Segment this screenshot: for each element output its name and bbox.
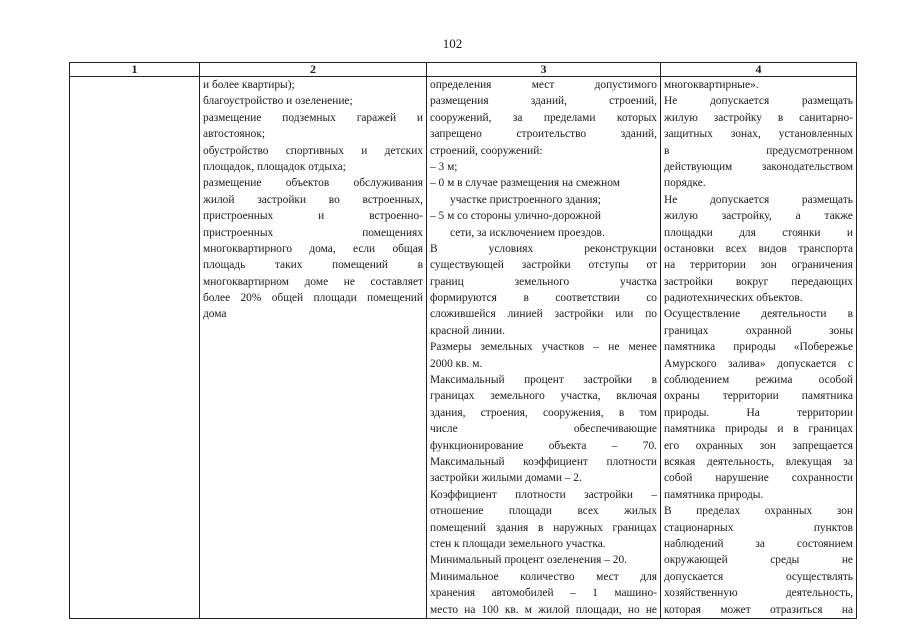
text-line: В условиях реконструкции xyxy=(430,242,657,255)
text-line: Размеры земельных участков – не менее xyxy=(430,341,657,354)
text-line: размещение подземных гаражей и xyxy=(203,111,423,124)
regulations-table xyxy=(69,62,857,619)
text-line: радиотехнических объектов. xyxy=(664,292,803,305)
text-line: Максимальный процент застройки в xyxy=(430,374,657,387)
cell-col-4 xyxy=(661,77,857,619)
text-line: хранения автомобилей – 1 машино- xyxy=(430,587,657,600)
text-line: жилой застройки во встроенных, xyxy=(203,193,423,206)
text-line: – 0 м в случае размещения на смежном xyxy=(430,177,620,190)
text-line: формируются в соответствии со xyxy=(430,292,657,305)
text-line: остановки всех видов транспорта xyxy=(664,242,853,255)
cell-col-2-text xyxy=(200,77,426,323)
text-line: помещений здания в наружных границах xyxy=(430,521,657,534)
text-line: – 5 м со стороны улично-дорожной xyxy=(430,210,601,223)
text-line: и более квартиры); xyxy=(203,79,295,91)
text-line: границах охранной зоны xyxy=(664,324,853,337)
text-line: хозяйственную деятельность, xyxy=(664,587,853,600)
cell-col-2 xyxy=(200,77,427,619)
text-line: определения мест допустимого xyxy=(430,79,657,91)
text-line: памятника природы «Побережье xyxy=(664,341,853,354)
text-line: границ земельного участка xyxy=(430,275,657,288)
text-line: числе обеспечивающие xyxy=(430,423,657,436)
text-line: многоквартирном доме не составляет xyxy=(203,275,423,288)
text-line: Амурского залива» допускается с xyxy=(664,357,853,370)
text-line: участке пристроенного здания; xyxy=(450,193,601,206)
text-line: границах земельного участка, включая xyxy=(430,390,657,403)
text-line: пристроенных помещениях xyxy=(203,226,423,239)
text-line: сложившейся линией застройки или по xyxy=(430,308,657,321)
text-line: многоквартирного дома, если общая xyxy=(203,242,423,255)
text-line: памятника природы. xyxy=(664,488,764,501)
text-line: наблюдений за состоянием xyxy=(664,537,853,550)
text-line: благоустройство и озеленение; xyxy=(203,95,353,108)
text-line: запрещено строительство зданий, xyxy=(430,128,657,141)
column-header-1: 1 xyxy=(70,63,200,77)
text-line: обустройство спортивных и детских xyxy=(203,144,423,157)
text-line: порядке. xyxy=(664,177,706,190)
text-line: охраны территории памятника xyxy=(664,390,853,403)
text-line: В пределах охранных зон xyxy=(664,505,853,518)
text-line: жилую застройку, а также xyxy=(664,210,853,223)
text-line: стационарных пунктов xyxy=(664,521,853,534)
text-line: дома xyxy=(203,308,227,321)
text-line: Не допускается размещать xyxy=(664,95,853,108)
text-line: на территории зон ограничения xyxy=(664,259,853,272)
text-line: которая может отразиться на xyxy=(664,603,853,616)
text-line: Минимальный процент озеленения – 20. xyxy=(430,554,628,567)
column-header-2: 2 xyxy=(200,63,427,77)
text-line: автостоянок; xyxy=(203,128,266,141)
text-line: соблюдением режима особой xyxy=(664,374,853,387)
cell-col-4-text xyxy=(661,77,856,618)
text-line: Осуществление деятельности в xyxy=(664,308,853,321)
text-line: всякая деятельность, влекущая за xyxy=(664,455,853,468)
text-line: пристроенных и встроенно- xyxy=(203,210,423,223)
text-line: сооружений, за пределами которых xyxy=(430,111,657,124)
text-line: Минимальное количество мест для xyxy=(430,570,657,583)
text-line: место на 100 кв. м жилой площади, но не xyxy=(430,603,657,616)
text-line: допускается осуществлять xyxy=(664,570,853,583)
text-line: здания, строения, сооружения, в том xyxy=(430,406,657,419)
text-line: площадок, площадок отдыха; xyxy=(203,160,346,173)
cell-col-1 xyxy=(70,77,200,619)
text-line: жилую застройку в санитарно- xyxy=(664,111,853,124)
text-line: строений, сооружений: xyxy=(430,144,543,157)
text-line: Коэффициент плотности застройки – xyxy=(430,488,657,501)
text-line: красной линии. xyxy=(430,324,505,337)
text-line: Не допускается размещать xyxy=(664,193,853,206)
text-line: отношение площади всех жилых xyxy=(430,505,657,518)
text-line: застройки жилыми домами – 2. xyxy=(430,472,582,485)
text-line: площадь таких помещений в xyxy=(203,259,423,272)
cell-col-3-text xyxy=(427,77,660,618)
text-line: защитных зонах, установленных xyxy=(664,128,853,141)
column-header-4: 4 xyxy=(661,63,857,77)
text-line: памятника природы и в границах xyxy=(664,423,853,436)
text-line: сети, за исключением проездов. xyxy=(450,226,605,239)
text-line: площадки для стоянки и xyxy=(664,226,853,239)
text-line: функционирование объекта – 70. xyxy=(430,439,657,452)
text-line: его охранных зон запрещается xyxy=(664,439,853,452)
text-line: застройки вокруг передающих xyxy=(664,275,853,288)
text-line: Максимальный коэффициент плотности xyxy=(430,455,657,468)
text-line: 2000 кв. м. xyxy=(430,357,483,370)
text-line: природы. На территории xyxy=(664,406,853,419)
text-line: действующим законодательством xyxy=(664,160,853,173)
text-line: существующей застройки отступы от xyxy=(430,259,657,272)
cell-col-3 xyxy=(427,77,661,619)
page-number: 102 xyxy=(442,36,463,51)
text-line: размещения зданий, строений, xyxy=(430,95,657,108)
text-line: стен к площади земельного участка. xyxy=(430,537,606,550)
text-line: многоквартирные». xyxy=(664,79,759,91)
text-line: окружающей среды не xyxy=(664,554,853,567)
text-line: в предусмотренном xyxy=(664,144,853,157)
table-row xyxy=(70,77,857,619)
text-line: размещение объектов обслуживания xyxy=(203,177,423,190)
text-line: более 20% общей площади помещений xyxy=(203,292,423,305)
text-line: – 3 м; xyxy=(430,160,458,173)
text-line: собой нарушение сохранности xyxy=(664,472,853,485)
table-header-row xyxy=(70,63,857,77)
column-header-3: 3 xyxy=(427,63,661,77)
